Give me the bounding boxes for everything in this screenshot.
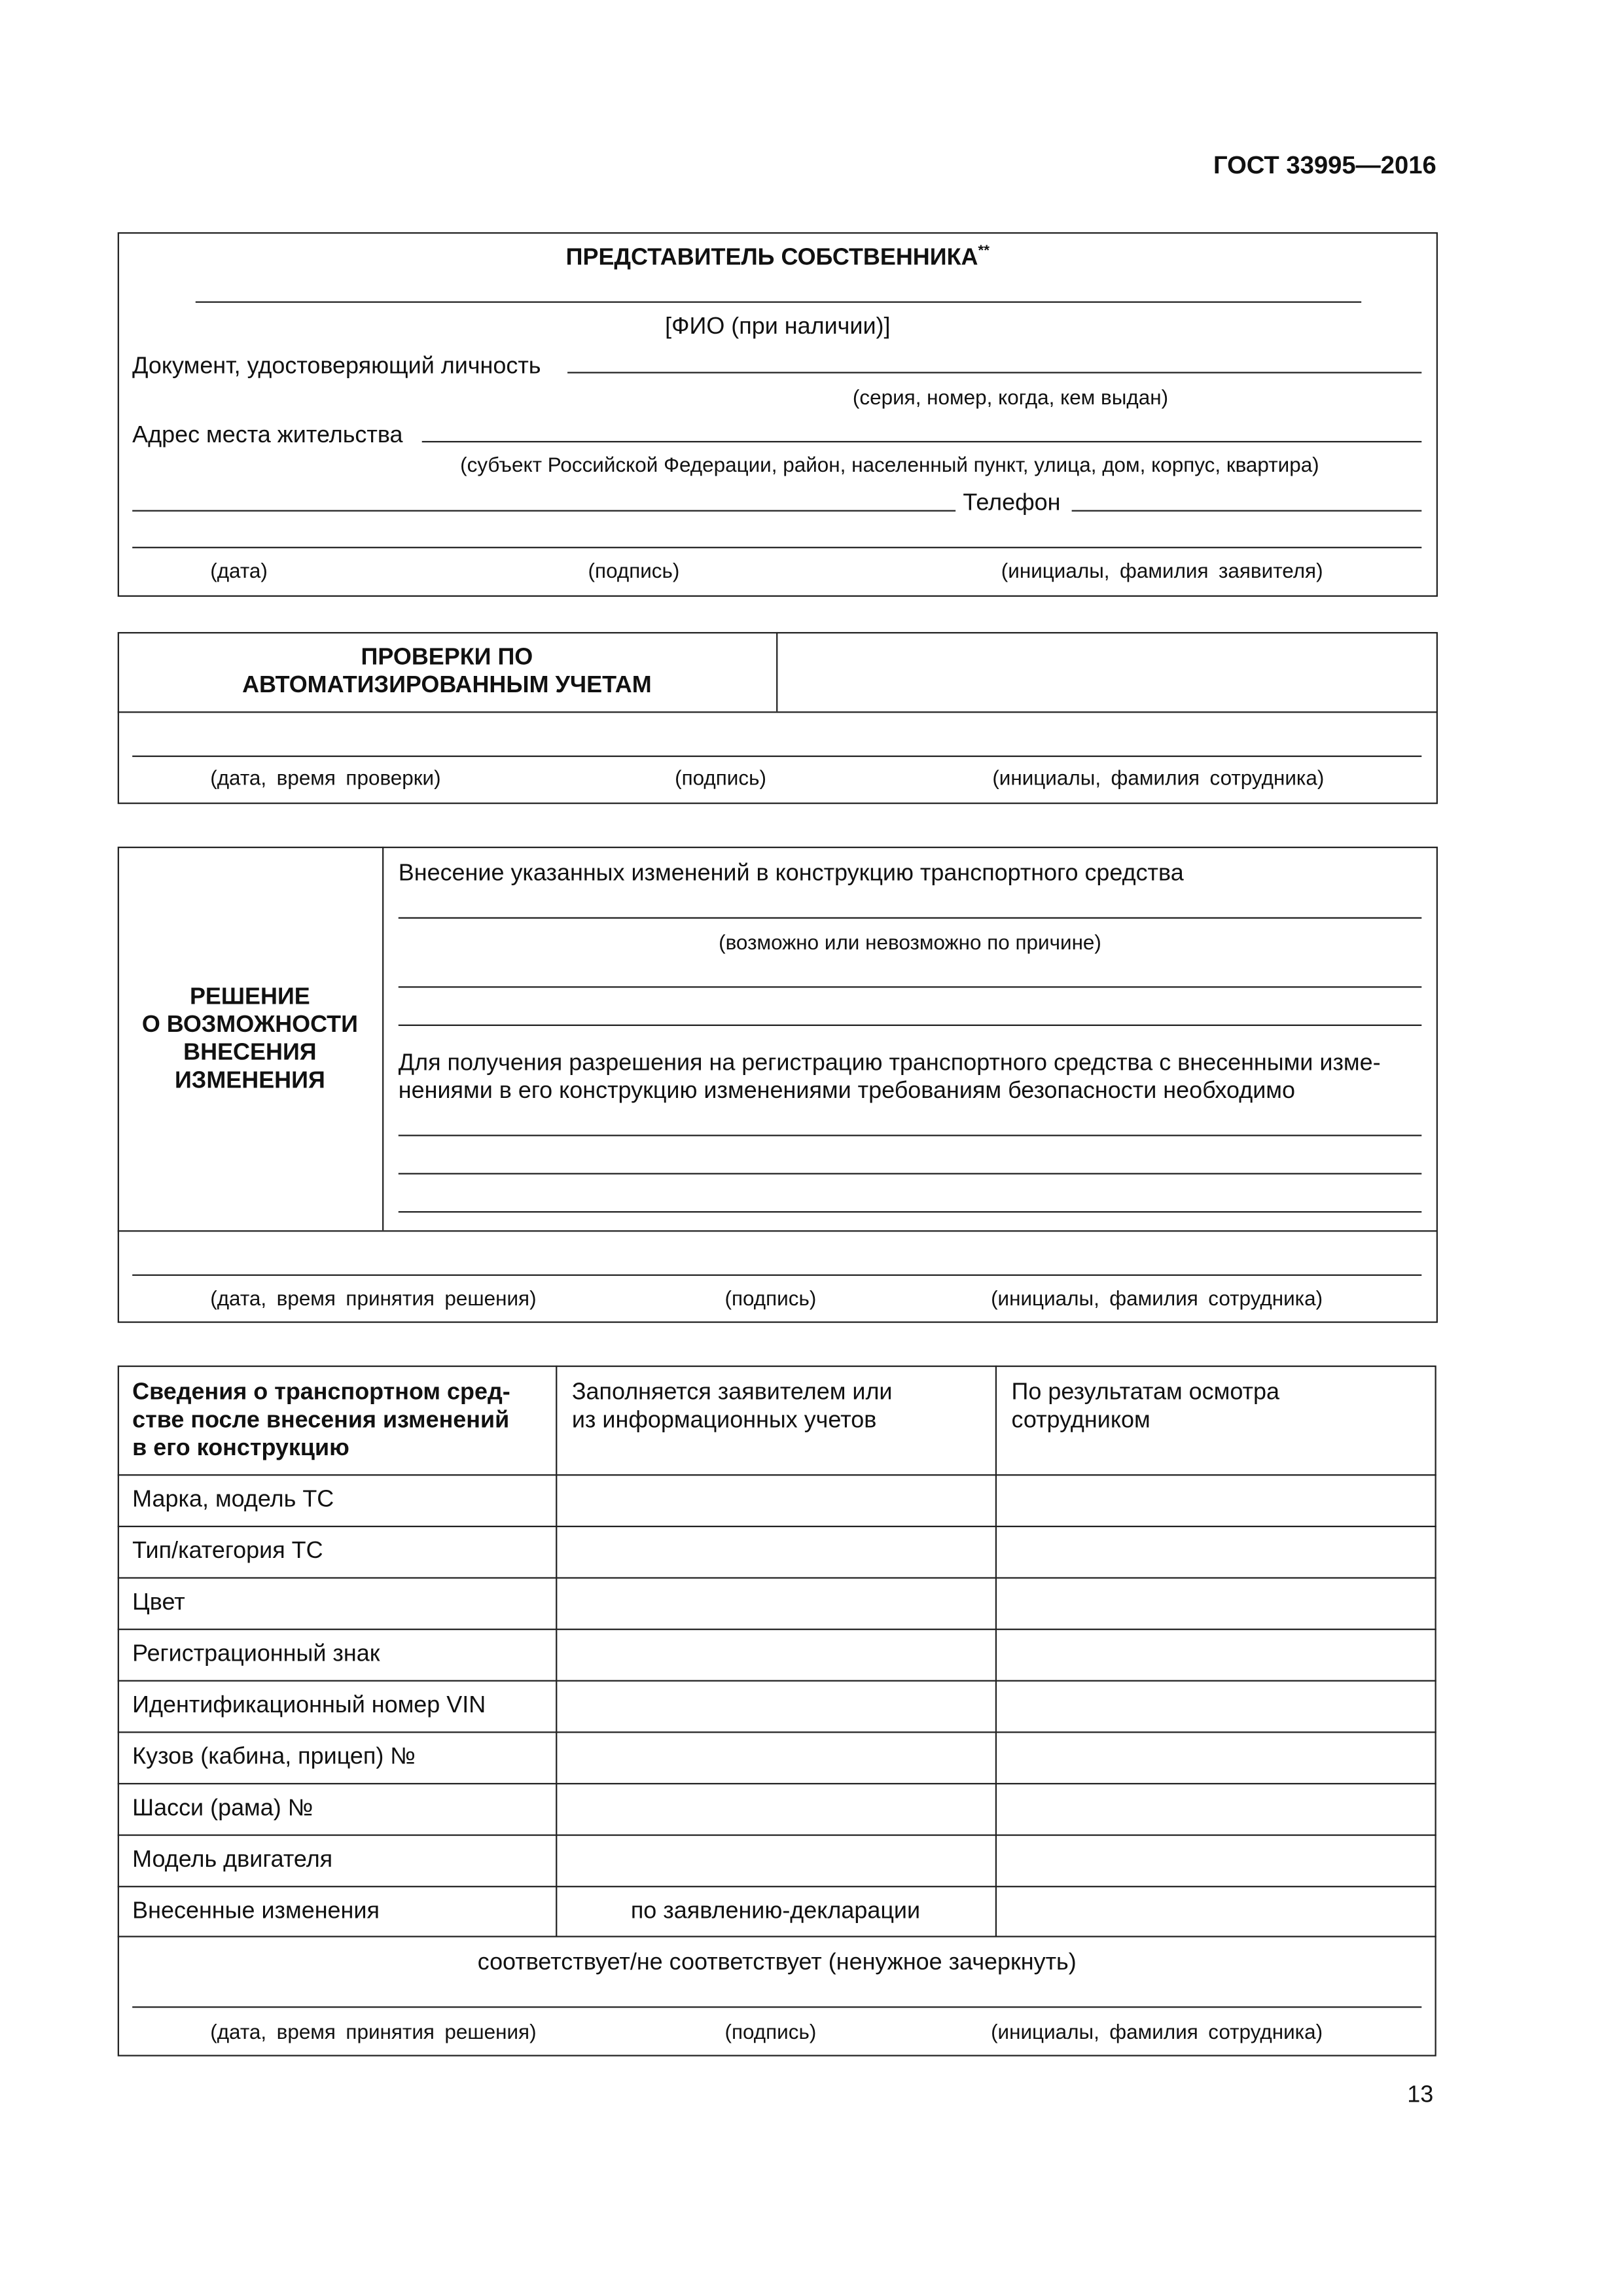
decision-line-3[interactable] xyxy=(399,1025,1421,1026)
possible-caption: (возможно или невозможно по причине) xyxy=(719,930,1101,954)
owner-sig-date: (дата) xyxy=(210,558,268,582)
table-row-divider xyxy=(118,1886,1436,1887)
table-row-divider xyxy=(118,1474,1436,1475)
table-row-divider xyxy=(118,1936,1436,1937)
decision-line-2[interactable] xyxy=(399,986,1421,987)
page-number: 13 xyxy=(1407,2083,1434,2108)
conformity-text: соответствует/не соответствует (ненужное зачеркнуть) xyxy=(477,1950,1077,1976)
checks-title-line2: АВТОМАТИЗИРОВАННЫМ УЧЕТАМ xyxy=(242,673,652,699)
row-label-reg-plate: Регистрационный знак xyxy=(132,1642,380,1667)
owner-rep-title-text: ПРЕДСТАВИТЕЛЬ СОБСТВЕННИКА xyxy=(565,245,978,271)
owner-sig-name: (инициалы, фамилия заявителя) xyxy=(1001,558,1323,582)
table-sig-date: (дата, время принятия решения) xyxy=(210,2019,537,2043)
requirement-line-1: Для получения разрешения на регистрацию транспортного средства с внесенными изме- xyxy=(398,1051,1381,1076)
table-sig-name: (инициалы, фамилия сотрудника) xyxy=(991,2019,1323,2043)
decision-title-line: ИЗМЕНЕНИЯ xyxy=(174,1069,325,1094)
row-label-color: Цвет xyxy=(132,1590,185,1616)
table-row-divider xyxy=(118,1835,1436,1836)
phone-line[interactable] xyxy=(1072,510,1422,512)
checks-sig-date: (дата, время проверки) xyxy=(210,766,441,790)
owner-rep-section xyxy=(118,232,1438,597)
footnote-mark: ** xyxy=(978,243,990,260)
row-label-engine: Модель двигателя xyxy=(132,1847,333,1873)
decision-sig-date: (дата, время принятия решения) xyxy=(210,1286,537,1310)
address-line[interactable] xyxy=(422,441,1422,442)
checks-row-divider xyxy=(118,711,1438,713)
decision-title-line: ВНЕСЕНИЯ xyxy=(183,1040,317,1066)
decision-sig-line[interactable] xyxy=(132,1275,1421,1276)
decision-row-divider xyxy=(118,1230,1438,1231)
checks-sig-signature: (подпись) xyxy=(675,766,766,790)
header-line: сотрудником xyxy=(1011,1408,1150,1434)
header-line: Сведения о транспортном сред- xyxy=(132,1380,510,1405)
table-row-divider xyxy=(118,1783,1436,1784)
table-row-divider xyxy=(118,1680,1436,1682)
decision-intro: Внесение указанных изменений в конструкцию транспортного средства xyxy=(398,861,1184,887)
table-col-divider-2 xyxy=(995,1366,997,1936)
row-label-chassis: Шасси (рама) № xyxy=(132,1796,313,1822)
decision-sig-signature: (подпись) xyxy=(724,1286,817,1310)
header-line: По результатам осмотра xyxy=(1011,1380,1279,1405)
table-row-divider xyxy=(118,1629,1436,1630)
table-row-divider xyxy=(118,1577,1436,1578)
table-col-divider-1 xyxy=(556,1366,557,1936)
owner-rep-title xyxy=(118,244,1438,272)
table-sig-line[interactable] xyxy=(132,2006,1421,2007)
decision-title-line: О ВОЗМОЖНОСТИ xyxy=(141,1012,358,1038)
row-label-body: Кузов (кабина, прицеп) № xyxy=(132,1744,416,1770)
decision-line-5[interactable] xyxy=(399,1173,1421,1174)
table-row-divider xyxy=(118,1526,1436,1527)
owner-sig-signature: (подпись) xyxy=(588,558,680,582)
fio-line[interactable] xyxy=(196,302,1361,303)
row-value-changes: по заявлению-декларации xyxy=(630,1899,921,1924)
address-line-2[interactable] xyxy=(132,510,955,512)
fio-caption: [ФИО (при наличии)] xyxy=(665,314,891,340)
header-line: стве после внесения изменений xyxy=(132,1408,510,1434)
checks-result-field[interactable] xyxy=(779,635,1435,710)
table-header-col1 xyxy=(132,1379,510,1462)
id-doc-caption: (серия, номер, когда, кем выдан) xyxy=(852,385,1169,409)
row-label-type-category: Тип/категория ТС xyxy=(132,1538,323,1564)
checks-sig-name: (инициалы, фамилия сотрудника) xyxy=(992,766,1325,790)
decision-title-line: РЕШЕНИЕ xyxy=(189,985,310,1010)
gost-code: ГОСТ 33995—2016 xyxy=(1213,151,1436,180)
phone-label: Телефон xyxy=(963,491,1061,516)
checks-divider xyxy=(776,632,777,711)
decision-divider xyxy=(382,847,383,1230)
row-label-vin: Идентификационный номер VIN xyxy=(132,1693,486,1719)
row-label-make-model: Марка, модель ТС xyxy=(132,1487,334,1513)
header-line: Заполняется заявителем или xyxy=(571,1380,893,1405)
table-sig-signature: (подпись) xyxy=(724,2019,817,2043)
decision-title xyxy=(118,983,382,1095)
row-label-changes: Внесенные изменения xyxy=(132,1899,380,1924)
decision-line-1[interactable] xyxy=(399,917,1421,919)
id-doc-line[interactable] xyxy=(567,372,1421,373)
owner-sig-line[interactable] xyxy=(132,547,1421,548)
address-caption: (субъект Российской Федерации, район, населенный пункт, улица, дом, корпус, квартира) xyxy=(460,452,1319,476)
decision-sig-name: (инициалы, фамилия сотрудника) xyxy=(991,1286,1323,1310)
table-header-col3 xyxy=(1012,1379,1279,1434)
header-line: из информационных учетов xyxy=(571,1408,877,1434)
table-row-divider xyxy=(118,1731,1436,1733)
decision-line-6[interactable] xyxy=(399,1211,1421,1212)
checks-title-line1: ПРОВЕРКИ ПО xyxy=(361,645,533,671)
checks-sig-line[interactable] xyxy=(132,756,1421,757)
requirement-line-2: нениями в его конструкцию изменениями требованиям безопасности необходимо xyxy=(398,1078,1296,1104)
header-line: в его конструкцию xyxy=(132,1436,349,1461)
address-label: Адрес места жительства xyxy=(132,423,403,449)
decision-line-4[interactable] xyxy=(399,1135,1421,1136)
table-header-col2 xyxy=(572,1379,893,1434)
id-doc-label: Документ, удостоверяющий личность xyxy=(132,354,541,380)
